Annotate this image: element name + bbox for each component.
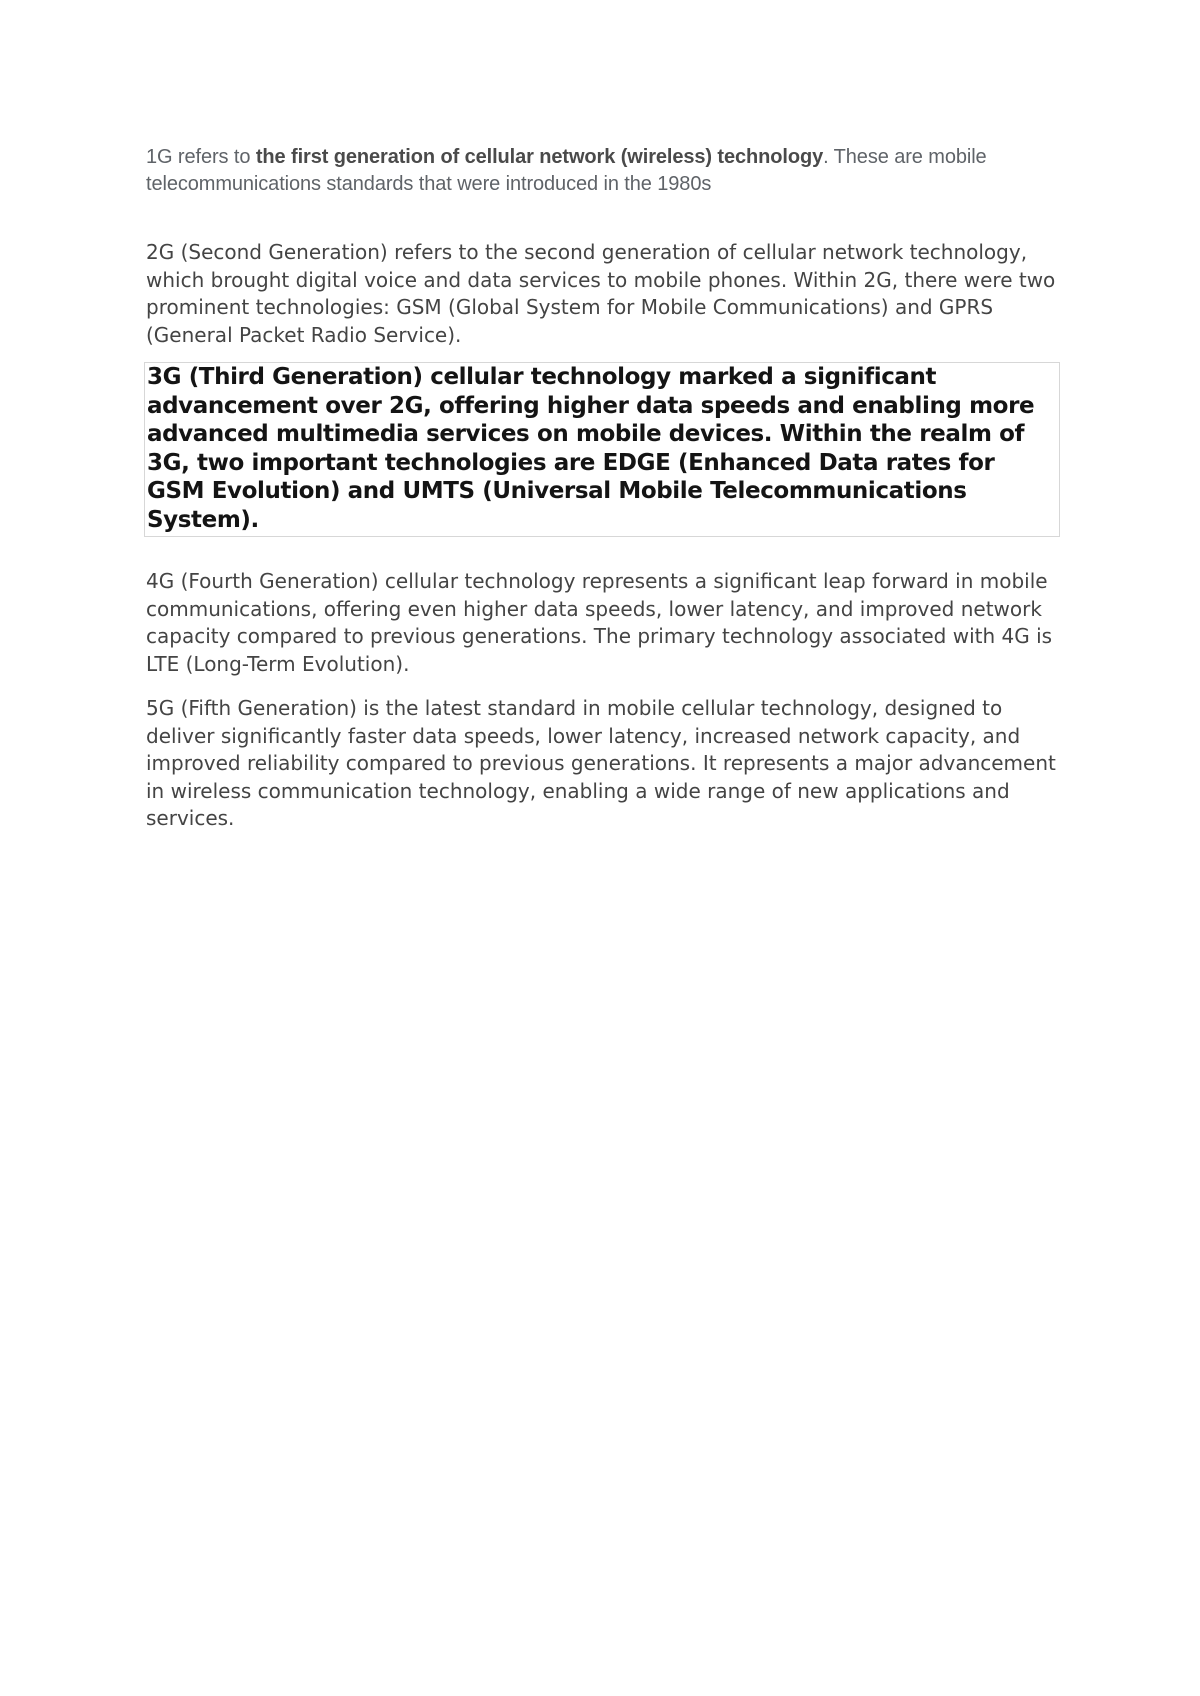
paragraph-1g-rest: . These are mobile telecommunications standards that were introduced in the 1980s: [146, 146, 987, 195]
paragraph-1g-bold: the first generation of cellular network (wireless) technology: [255, 146, 824, 168]
paragraph-2g: 2G (Second Generation) refers to the second generation of cellular network technology, which brought digital voice and data services to mobile phones. Within 2G, there were two prominent technologies: GSM (Global System for Mobile Communications) and GPRS (General Packet Radio Service).: [146, 240, 1056, 347]
paragraph-1g-intro: 1G refers to: [146, 146, 256, 168]
document-body: [146, 144, 1066, 833]
paragraph-4g: 4G (Fourth Generation) cellular technology represents a significant leap forward in mobile communications, offering even higher data speeds, lower latency, and improved network capacity compared to previous generations. The primary technology associated with 4G is LTE (Long-Term Evolution).: [146, 569, 1053, 676]
paragraph-5g: 5G (Fifth Generation) is the latest standard in mobile cellular technology, designed to deliver significantly faster data speeds, lower latency, increased network capacity, and improved reliability compared to previous generations. It represents a major advancement in wireless communication technology, enabling a wide range of new applications and services.: [146, 696, 1056, 830]
paragraph-3g-boxed: 3G (Third Generation) cellular technology marked a significant advancement over 2G, offering higher data speeds and enabling more advanced multimedia services on mobile devices. Within the realm of 3G, two important technologies are EDGE (Enhanced Data rates for GSM Evolution) and UMTS (Universal Mobile Telecommunications System).: [144, 362, 1060, 537]
paragraph-1g: [146, 144, 1066, 198]
